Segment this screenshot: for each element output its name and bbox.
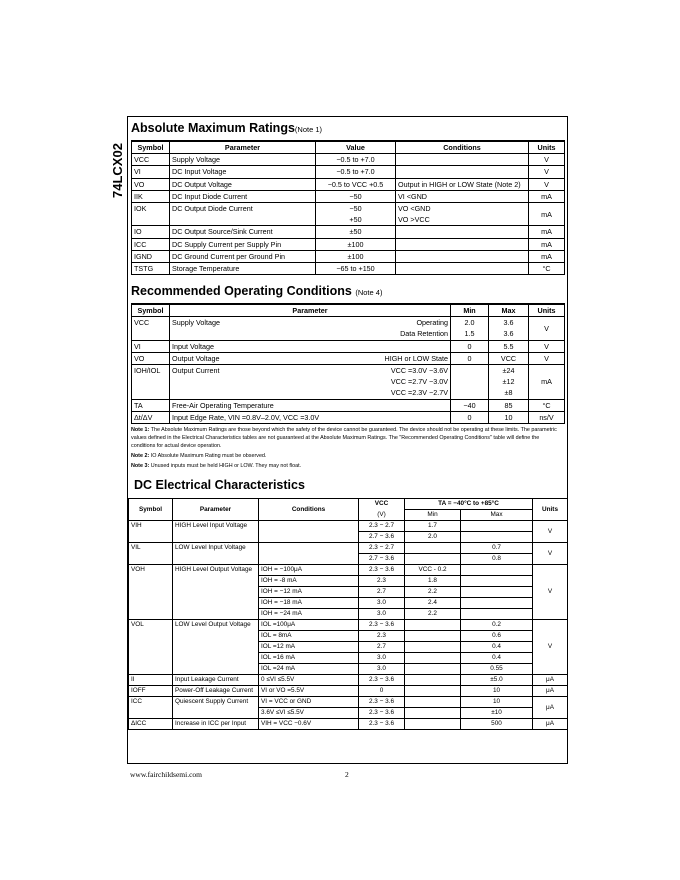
value: ±100: [316, 238, 396, 250]
symbol: IOH/IOL: [132, 365, 170, 400]
col-units: Units: [529, 141, 565, 154]
table-row: [132, 352, 565, 364]
col-max: Max: [461, 510, 533, 521]
min: [405, 631, 461, 642]
vcc: 0: [359, 686, 405, 697]
col-min: Min: [405, 510, 461, 521]
units: °C: [529, 399, 565, 411]
units: V: [529, 340, 565, 352]
vcc: 2.3: [359, 576, 405, 587]
symbol: VCC: [132, 317, 170, 340]
max: 0.6: [461, 631, 533, 642]
col-units: Units: [529, 304, 565, 317]
min: [405, 653, 461, 664]
symbol: VIL: [129, 543, 173, 565]
value: −50: [316, 190, 396, 202]
vcc: 2.3 − 3.6: [359, 675, 405, 686]
units: μA: [533, 686, 568, 697]
min: 2.2: [405, 609, 461, 620]
col-symbol: Symbol: [132, 304, 170, 317]
vcc: 3.0: [359, 653, 405, 664]
table-row: [132, 226, 565, 238]
units: μA: [533, 697, 568, 719]
vcc: 3.0: [359, 598, 405, 609]
rec-op-table: [131, 303, 565, 424]
value: ±50: [316, 226, 396, 238]
min: 1.7: [405, 521, 461, 532]
condition: Data Retention: [311, 328, 451, 340]
conditions: [396, 154, 529, 166]
min: [405, 543, 461, 554]
symbol: IGND: [132, 250, 170, 262]
max: [461, 532, 533, 543]
vcc: 2.3 − 3.6: [359, 708, 405, 719]
conditions: IOH = −100μA: [259, 565, 359, 576]
symbol: IIK: [132, 190, 170, 202]
parameter: Output Current: [170, 365, 311, 400]
parameter: Supply Voltage: [170, 154, 316, 166]
min: [451, 365, 489, 400]
max: 0.4: [461, 653, 533, 664]
conditions: [259, 521, 359, 543]
max: [461, 521, 533, 532]
units: °C: [529, 263, 565, 275]
conditions: IOH = −18 mA: [259, 598, 359, 609]
symbol: ΔICC: [129, 719, 173, 730]
min: VCC - 0.2: [405, 565, 461, 576]
min: 1.8: [405, 576, 461, 587]
min: 2.0: [405, 532, 461, 543]
condition: VCC =2.7V −3.0V: [311, 376, 451, 387]
table-row: [129, 543, 568, 554]
symbol: VI: [132, 166, 170, 178]
parameter: DC Input Voltage: [170, 166, 316, 178]
vcc: 3.0: [359, 609, 405, 620]
max: ±10: [461, 708, 533, 719]
value: ±100: [316, 250, 396, 262]
conditions: [396, 238, 529, 250]
symbol: II: [129, 675, 173, 686]
symbol: TA: [132, 399, 170, 411]
table-row: [132, 365, 565, 377]
max: 0.8: [461, 554, 533, 565]
conditions: IOL = 8mA: [259, 631, 359, 642]
min: [405, 675, 461, 686]
units: ns/V: [529, 411, 565, 423]
vcc: 3.0: [359, 664, 405, 675]
units: μA: [533, 675, 568, 686]
conditions: IOH = −24 mA: [259, 609, 359, 620]
conditions: VIH = VCC −0.6V: [259, 719, 359, 730]
units: V: [533, 543, 568, 565]
table-row: [129, 620, 568, 631]
symbol: IOFF: [129, 686, 173, 697]
conditions: VO >VCC: [396, 214, 529, 226]
conditions: IOL =12 mA: [259, 642, 359, 653]
table-row: [132, 238, 565, 250]
table-header-row: [129, 499, 568, 510]
value: −50: [316, 203, 396, 215]
symbol: ICC: [132, 238, 170, 250]
conditions: VI or VO =5.5V: [259, 686, 359, 697]
parameter: HIGH Level Input Voltage: [173, 521, 259, 543]
vcc: 2.3 − 3.6: [359, 697, 405, 708]
parameter: Output Voltage: [170, 352, 311, 364]
table-header-row: [132, 304, 565, 317]
min: [405, 554, 461, 565]
conditions: 3.6V ≤VI ≤5.5V: [259, 708, 359, 719]
vcc: 2.3 − 2.7: [359, 543, 405, 554]
units: V: [533, 521, 568, 543]
max: ±12: [489, 376, 529, 387]
condition: [311, 340, 451, 352]
conditions: IOH = −12 mA: [259, 587, 359, 598]
table-row: [132, 340, 565, 352]
col-parameter: Parameter: [170, 141, 316, 154]
abs-max-table: [131, 140, 565, 275]
max: 0.55: [461, 664, 533, 675]
units: V: [533, 565, 568, 620]
abs-max-section: [131, 121, 564, 275]
conditions: IOL =16 mA: [259, 653, 359, 664]
conditions: VI = VCC or GND: [259, 697, 359, 708]
note-1: Note 1: The Absolute Maximum Ratings are those beyond which the safety of the device cannot be guaranteed. The device should not be operating at these limits. The parametric values defined in the Electrical Characteristics tables are not guaranteed at the Absolute Maximum Ratings. The "Recommended Operating Conditions" table will define the conditions for actual device operation.: [131, 427, 557, 449]
parameter: LOW Level Output Voltage: [173, 620, 259, 675]
max: [461, 598, 533, 609]
min: [405, 642, 461, 653]
col-symbol: Symbol: [129, 499, 173, 521]
conditions: [396, 226, 529, 238]
col-conditions: Conditions: [396, 141, 529, 154]
table-row: [132, 154, 565, 166]
max: ±24: [489, 365, 529, 377]
min: 2.2: [405, 587, 461, 598]
parameter: DC Supply Current per Supply Pin: [170, 238, 316, 250]
table-row: [129, 686, 568, 697]
table-row: [132, 250, 565, 262]
condition: [311, 399, 451, 411]
max: [461, 587, 533, 598]
col-vcc-unit: (V): [359, 510, 405, 521]
parameter: DC Output Diode Current: [170, 203, 316, 226]
table-row: [132, 178, 565, 190]
min: 1.5: [451, 328, 489, 340]
max: 10: [461, 697, 533, 708]
notes-block: [131, 426, 564, 472]
parameter: Free-Air Operating Temperature: [170, 399, 311, 411]
dc-table: [128, 498, 568, 730]
units: mA: [529, 226, 565, 238]
conditions: IOH = -8 mA: [259, 576, 359, 587]
conditions: VI <GND: [396, 190, 529, 202]
min: 0: [451, 352, 489, 364]
conditions: VO <GND: [396, 203, 529, 215]
parameter: Supply Voltage: [170, 317, 311, 340]
parameter: DC Input Diode Current: [170, 190, 316, 202]
col-parameter: Parameter: [173, 499, 259, 521]
parameter: HIGH Level Output Voltage: [173, 565, 259, 620]
min: [405, 664, 461, 675]
max: 500: [461, 719, 533, 730]
min: [405, 708, 461, 719]
table-row: [129, 697, 568, 708]
max: 5.5: [489, 340, 529, 352]
conditions: IOL =100μA: [259, 620, 359, 631]
symbol: VOH: [129, 565, 173, 620]
condition: HIGH or LOW State: [311, 352, 451, 364]
value: −0.5 to VCC +0.5: [316, 178, 396, 190]
value: −0.5 to +7.0: [316, 166, 396, 178]
parameter: Storage Temperature: [170, 263, 316, 275]
part-number-side-label: 74LCX02: [110, 143, 125, 198]
table-header-row: [132, 141, 565, 154]
symbol: VCC: [132, 154, 170, 166]
units: mA: [529, 190, 565, 202]
max: ±5.0: [461, 675, 533, 686]
symbol: TSTG: [132, 263, 170, 275]
table-row: [132, 263, 565, 275]
table-row: [132, 166, 565, 178]
symbol: VOL: [129, 620, 173, 675]
units: mA: [529, 250, 565, 262]
vcc: 2.7 − 3.6: [359, 554, 405, 565]
condition: VCC =3.0V −3.6V: [311, 365, 451, 377]
parameter: Power-Off Leakage Current: [173, 686, 259, 697]
vcc: 2.7 − 3.6: [359, 532, 405, 543]
max: 3.6: [489, 317, 529, 329]
max: 10: [489, 411, 529, 423]
max: [461, 609, 533, 620]
units: V: [529, 352, 565, 364]
symbol: ICC: [129, 697, 173, 719]
min: 0: [451, 411, 489, 423]
vcc: 2.7: [359, 642, 405, 653]
dc-title: DC Electrical Characteristics: [134, 478, 305, 492]
rec-op-section: [131, 284, 564, 424]
units: V: [529, 178, 565, 190]
max: VCC: [489, 352, 529, 364]
conditions: 0 ≤VI ≤5.5V: [259, 675, 359, 686]
parameter: DC Ground Current per Ground Pin: [170, 250, 316, 262]
parameter: Input Edge Rate, VIN =0.8V–2.0V, VCC =3.0V: [170, 411, 451, 423]
vcc: 2.3 − 3.6: [359, 620, 405, 631]
symbol: Δt/ΔV: [132, 411, 170, 423]
table-row: [129, 565, 568, 576]
conditions: IOL =24 mA: [259, 664, 359, 675]
min: −40: [451, 399, 489, 411]
table-row: [132, 190, 565, 202]
min: 2.4: [405, 598, 461, 609]
max: 10: [461, 686, 533, 697]
symbol: IOK: [132, 203, 170, 226]
conditions: [396, 263, 529, 275]
min: [405, 719, 461, 730]
min: 0: [451, 340, 489, 352]
conditions: [396, 250, 529, 262]
min: 2.0: [451, 317, 489, 329]
units: μA: [533, 719, 568, 730]
value: −0.5 to +7.0: [316, 154, 396, 166]
parameter: DC Output Source/Sink Current: [170, 226, 316, 238]
table-row: [129, 675, 568, 686]
col-value: Value: [316, 141, 396, 154]
units: V: [529, 154, 565, 166]
min: [405, 697, 461, 708]
table-row: [132, 411, 565, 423]
units: V: [533, 620, 568, 675]
units: V: [529, 317, 565, 340]
symbol: VO: [132, 352, 170, 364]
condition: Operating: [311, 317, 451, 329]
conditions: [396, 166, 529, 178]
max: 0.4: [461, 642, 533, 653]
units: mA: [529, 203, 565, 226]
parameter: DC Output Voltage: [170, 178, 316, 190]
col-vcc: VCC: [359, 499, 405, 510]
max: 0.7: [461, 543, 533, 554]
vcc: 2.3 − 3.6: [359, 565, 405, 576]
conditions: Output in HIGH or LOW State (Note 2): [396, 178, 529, 190]
col-units: Units: [533, 499, 568, 521]
parameter: Input Leakage Current: [173, 675, 259, 686]
col-ta: TA = −40°C to +85°C: [405, 499, 533, 510]
table-row: [129, 521, 568, 532]
value: −65 to +150: [316, 263, 396, 275]
min: [405, 620, 461, 631]
table-row: [129, 719, 568, 730]
col-parameter: Parameter: [170, 304, 451, 317]
vcc: 2.7: [359, 587, 405, 598]
units: mA: [529, 238, 565, 250]
units: V: [529, 166, 565, 178]
footer-website[interactable]: www.fairchildsemi.com: [130, 770, 202, 779]
max: [461, 576, 533, 587]
symbol: VI: [132, 340, 170, 352]
footer-page-number: 2: [345, 770, 349, 779]
parameter: Input Voltage: [170, 340, 311, 352]
note-3: Note 3: Unused inputs must be held HIGH or LOW. They may not float.: [131, 463, 302, 469]
table-row: [132, 317, 565, 329]
value: +50: [316, 214, 396, 226]
vcc: 2.3: [359, 631, 405, 642]
min: [405, 686, 461, 697]
max: ±8: [489, 387, 529, 399]
vcc: 2.3 − 3.6: [359, 719, 405, 730]
table-row: [132, 203, 565, 215]
max: 85: [489, 399, 529, 411]
parameter: Quiescent Supply Current: [173, 697, 259, 719]
symbol: VO: [132, 178, 170, 190]
col-symbol: Symbol: [132, 141, 170, 154]
vcc: 2.3 − 2.7: [359, 521, 405, 532]
symbol: VIH: [129, 521, 173, 543]
parameter: LOW Level Input Voltage: [173, 543, 259, 565]
parameter: Increase in ICC per Input: [173, 719, 259, 730]
dc-section: [128, 478, 567, 730]
conditions: [259, 543, 359, 565]
col-max: Max: [489, 304, 529, 317]
max: 3.6: [489, 328, 529, 340]
condition: VCC =2.3V −2.7V: [311, 387, 451, 399]
rec-op-title: Recommended Operating Conditions (Note 4): [131, 284, 383, 298]
table-row: [132, 399, 565, 411]
col-conditions: Conditions: [259, 499, 359, 521]
col-min: Min: [451, 304, 489, 317]
symbol: IO: [132, 226, 170, 238]
abs-max-title: Absolute Maximum Ratings(Note 1): [131, 121, 323, 135]
max: [461, 565, 533, 576]
units: mA: [529, 365, 565, 400]
max: 0.2: [461, 620, 533, 631]
note-2: Note 2: IO Absolute Maximum Rating must be observed.: [131, 453, 267, 459]
